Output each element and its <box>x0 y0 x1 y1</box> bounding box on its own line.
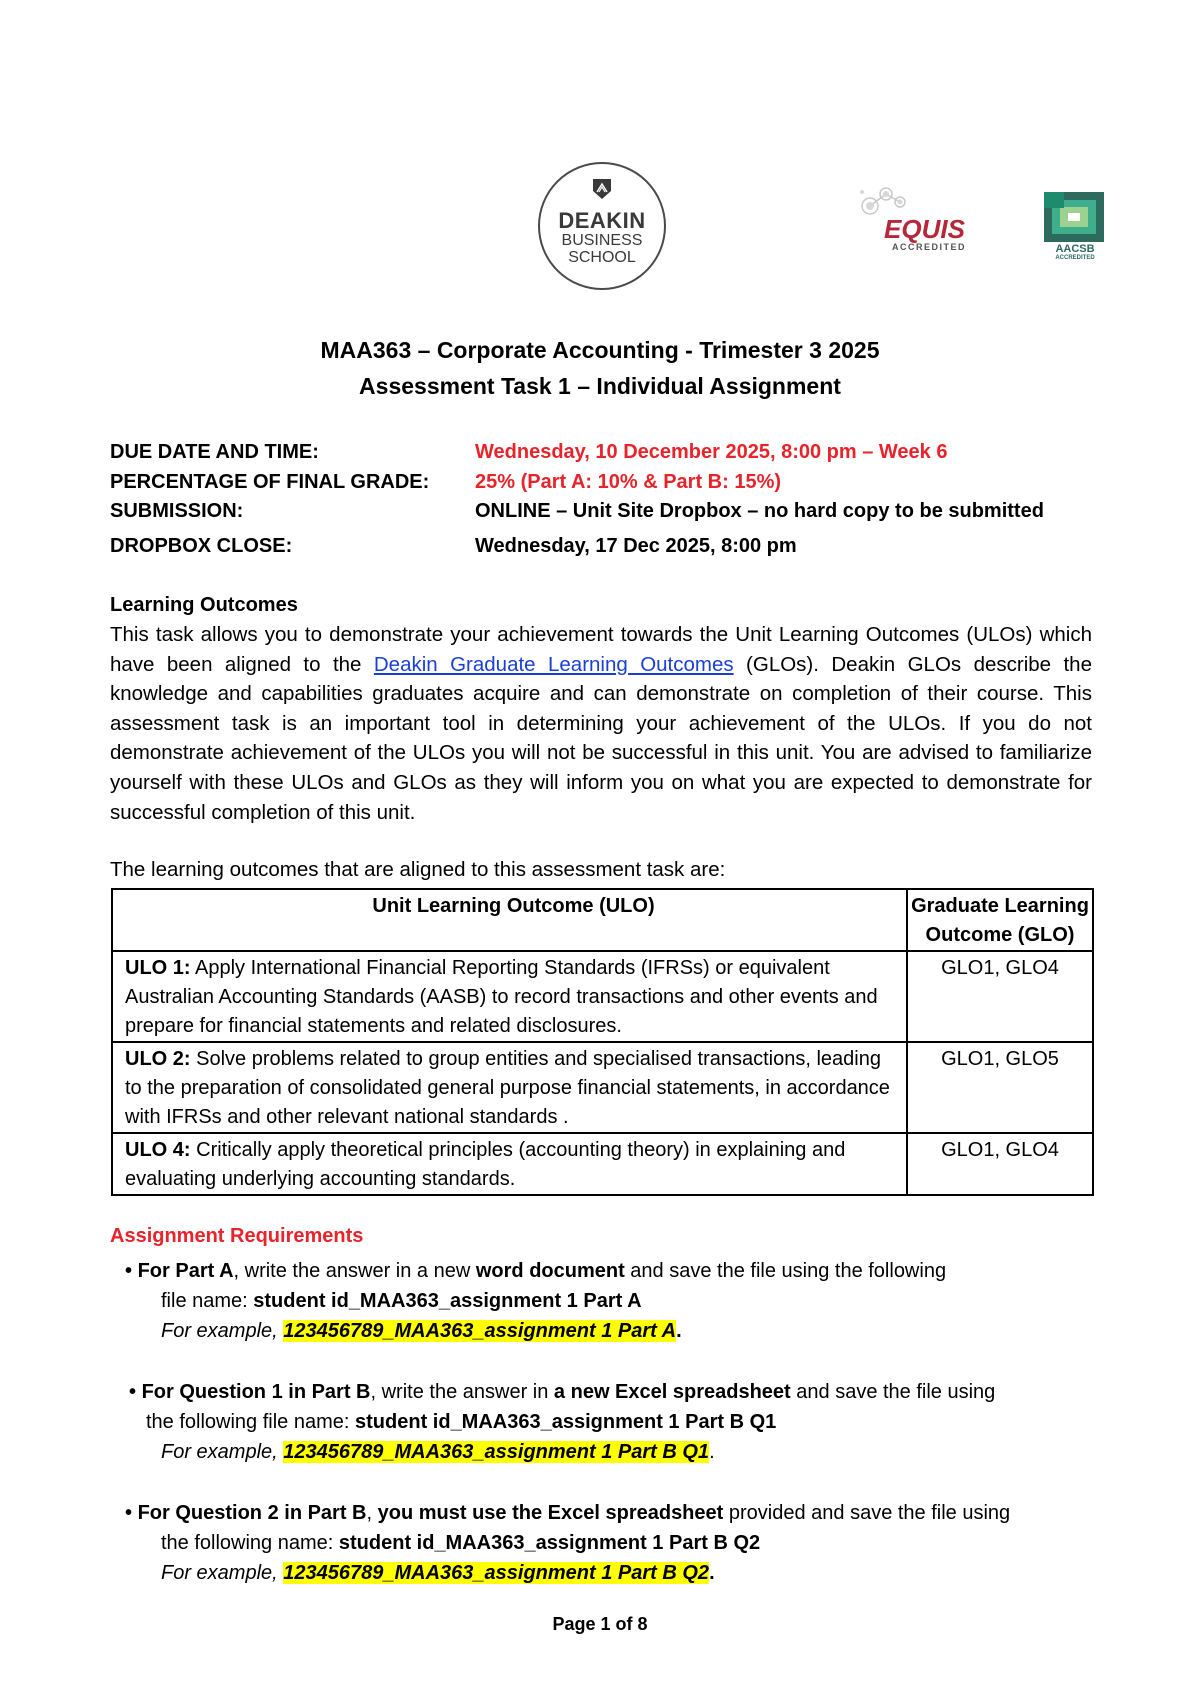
due-date-value: Wednesday, 10 December 2025, 8:00 pm – Week 6 <box>475 441 948 463</box>
requirement-3-example <box>161 1558 715 1588</box>
ulo-code: ULO 1: <box>125 957 191 979</box>
percentage-value: 25% (Part A: 10% & Part B: 15%) <box>475 471 782 493</box>
requirement-2-part: For Question 1 in Part B <box>141 1381 371 1403</box>
requirement-2-text: , write the answer in <box>370 1381 554 1403</box>
requirement-2-filename: student id_MAA363_assignment 1 Part B Q1 <box>355 1411 777 1433</box>
requirement-3-line1 <box>125 1498 1010 1528</box>
ulo-column-header: Unit Learning Outcome (ULO) <box>112 889 907 951</box>
deakin-logo-line3: SCHOOL <box>568 249 636 266</box>
requirement-1-text: , write the answer in a new <box>233 1260 476 1282</box>
ulo-text: Solve problems related to group entities and specialised transactions, leading to the preparation of consolidated general purpose financial statements, in accordance with IFRSs and other relevant national standards . <box>125 1048 890 1128</box>
example-label: For example, <box>161 1562 284 1584</box>
requirement-1-line2 <box>161 1286 642 1316</box>
requirement-3-part: For Question 2 in Part B <box>137 1502 367 1524</box>
percentage-label: PERCENTAGE OF FINAL GRADE: <box>110 471 430 493</box>
ulo-code: ULO 4: <box>125 1139 191 1161</box>
example-filename: 123456789_MAA363_assignment 1 Part A <box>283 1320 677 1342</box>
deakin-crest-icon <box>592 178 612 200</box>
requirement-2-line1 <box>129 1377 995 1407</box>
ulo-table <box>111 888 1094 1196</box>
aacsb-square-icon <box>1044 192 1104 242</box>
requirement-1-text-end: and save the file using the following <box>624 1260 947 1282</box>
requirement-1-line1 <box>125 1256 946 1286</box>
page-title: MAA363 – Corporate Accounting - Trimester 3 2025 <box>320 337 880 363</box>
aacsb-accredited-logo <box>1044 192 1104 264</box>
bullet: • <box>125 1260 133 1282</box>
example-label: For example, <box>161 1320 284 1342</box>
requirement-3-format: you must use the Excel spreadsheet <box>377 1502 724 1524</box>
page-number: Page 1 of 8 <box>552 1614 648 1634</box>
deakin-logo-line2: BUSINESS <box>561 232 643 249</box>
glo-cell: GLO1, GLO4 <box>907 951 1093 1042</box>
example-filename: 123456789_MAA363_assignment 1 Part B Q1 <box>283 1441 710 1463</box>
requirement-3-filename-label: the following name: <box>161 1532 339 1554</box>
requirement-2-example <box>161 1437 715 1467</box>
requirement-2-line2 <box>146 1407 776 1437</box>
deakin-business-school-logo <box>538 162 666 290</box>
deakin-glo-link[interactable]: Deakin Graduate Learning Outcomes <box>373 652 734 676</box>
learning-outcomes-paragraph <box>110 620 1092 827</box>
equis-logo-subtext: ACCREDITED <box>892 242 967 252</box>
equis-logo-text: EQUIS <box>884 214 965 244</box>
submission-label: SUBMISSION: <box>110 500 244 522</box>
requirement-3-text-end: provided and save the file using <box>723 1502 1011 1524</box>
assignment-requirements-heading: Assignment Requirements <box>110 1225 364 1247</box>
example-end: . <box>709 1562 715 1584</box>
requirement-1-filename-label: file name: <box>161 1290 254 1312</box>
requirement-1-part: For Part A <box>137 1260 234 1282</box>
requirement-1-filename: student id_MAA363_assignment 1 Part A <box>253 1290 642 1312</box>
ulo-cell <box>112 951 907 1042</box>
table-row <box>112 951 1093 1042</box>
requirement-3-line2 <box>161 1528 760 1558</box>
aacsb-logo-text: AACSB <box>1055 243 1095 255</box>
ulo-cell <box>112 1133 907 1195</box>
requirement-3-text: , <box>366 1502 378 1524</box>
requirement-1-example <box>161 1316 682 1346</box>
ulo-code: ULO 2: <box>125 1048 191 1070</box>
ulo-text: Critically apply theoretical principles (accounting theory) in explaining and evaluating underlying accounting standards. <box>125 1139 846 1190</box>
glo-column-header: Graduate Learning Outcome (GLO) <box>907 889 1093 951</box>
ulo-table-header-row <box>112 889 1093 951</box>
aacsb-logo-subtext: ACCREDITED <box>1055 255 1095 261</box>
dropbox-close-label: DROPBOX CLOSE: <box>110 535 293 557</box>
ulo-cell <box>112 1042 907 1133</box>
glo-cell: GLO1, GLO5 <box>907 1042 1093 1133</box>
submission-value: ONLINE – Unit Site Dropbox – no hard copy to be submitted <box>475 500 1044 522</box>
table-row <box>112 1042 1093 1133</box>
example-filename: 123456789_MAA363_assignment 1 Part B Q2 <box>283 1562 710 1584</box>
bullet: • <box>125 1502 133 1524</box>
glo-cell: GLO1, GLO4 <box>907 1133 1093 1195</box>
requirement-1-format: word document <box>475 1260 625 1282</box>
ulo-text: Apply International Financial Reporting Standards (IFRSs) or equivalent Australian Accounting Standards (AASB) to record transactions and other events and prepare for financial statements and related disclosures. <box>125 957 878 1037</box>
equis-accredited-logo <box>856 184 974 254</box>
learning-outcomes-text-start: This task allows you to demonstrate your achievement towards the Unit Learning Outcomes (ULOs) which have been aligned to the <box>110 623 1092 676</box>
example-end: . <box>676 1320 682 1342</box>
requirement-2-text-end: and save the file using <box>790 1381 996 1403</box>
example-end: . <box>709 1441 715 1463</box>
deakin-logo-line1: DEAKIN <box>558 208 646 233</box>
aligned-outcomes-intro: The learning outcomes that are aligned to this assessment task are: <box>110 858 726 881</box>
dropbox-close-value: Wednesday, 17 Dec 2025, 8:00 pm <box>475 535 797 557</box>
page-subtitle: Assessment Task 1 – Individual Assignment <box>359 373 841 399</box>
learning-outcomes-text-end: (GLOs). Deakin GLOs describe the knowledge and capabilities graduates acquire and can demonstrate on completion of their course. This assessment task is an important tool in determining your achievement of the ULOs. If you do not demonstrate achievement of the ULOs you will not be successful in this unit. You are advised to familiarize yourself with these ULOs and GLOs as they will inform you on what you are expected to demonstrate for successful completion of this unit. <box>110 652 1092 824</box>
table-row <box>112 1133 1093 1195</box>
example-label: For example, <box>161 1441 284 1463</box>
requirement-2-format: a new Excel spreadsheet <box>553 1381 791 1403</box>
learning-outcomes-heading: Learning Outcomes <box>110 594 298 616</box>
bullet: • <box>129 1381 137 1403</box>
requirement-2-filename-label: the following file name: <box>146 1411 356 1433</box>
due-date-label: DUE DATE AND TIME: <box>110 441 319 463</box>
requirement-3-filename: student id_MAA363_assignment 1 Part B Q2 <box>338 1532 761 1554</box>
